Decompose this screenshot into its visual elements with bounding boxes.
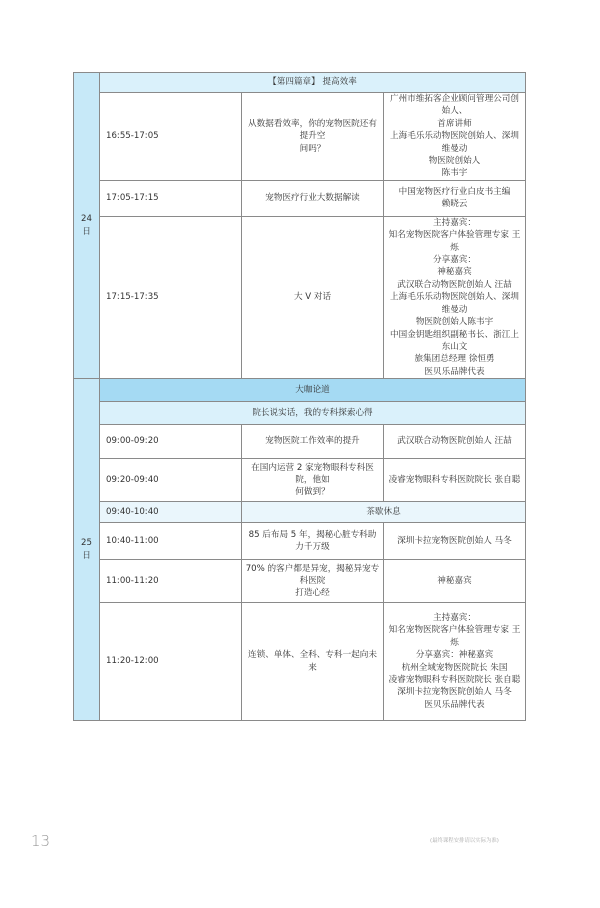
break-time-cell: 09:40-10:40 <box>100 502 242 523</box>
time-cell: 17:15-17:35 <box>100 216 242 378</box>
speaker-cell: 武汉联合动物医院创始人 汪喆 <box>384 425 526 459</box>
speaker-cell: 深圳卡拉宠物医院创始人 马冬 <box>384 523 526 560</box>
time-cell: 16:55-17:05 <box>100 93 242 181</box>
topic-cell: 85 后布局 5 年，揭秘心脏专科助力千万级 <box>242 523 384 560</box>
page-number: 13 <box>31 832 51 850</box>
footnote: (最终课程安排请以实际为准) <box>430 838 499 844</box>
topic-cell: 70% 的客户都是异宠，揭秘异宠专科医院 打造心经 <box>242 560 384 603</box>
section-title: 【第四篇章】 提高效率 <box>100 73 526 93</box>
time-cell: 11:20-12:00 <box>100 603 242 721</box>
topic-cell: 从数据看效率，你的宠物医院还有提升空 间吗？ <box>242 93 384 181</box>
forum-title: 大咖论道 <box>100 379 526 402</box>
day-label: 25 日 <box>81 538 92 561</box>
day-label: 24 日 <box>81 214 92 237</box>
speaker-cell: 广州市维拓客企业顾问管理公司创始人、 首席讲师 上海毛乐乐动物医院创始人、深圳维曼动 物医院创始人 陈韦宇 <box>384 93 526 181</box>
topic-cell: 连锁、单体、全科、专科一起向未来 <box>242 603 384 721</box>
speaker-cell: 神秘嘉宾 <box>384 560 526 603</box>
topic-cell: 大 V 对话 <box>242 216 384 378</box>
topic-cell: 在国内运营 2 家宠物眼科专科医院，他如 何做到？ <box>242 459 384 502</box>
speaker-cell: 主持嘉宾： 知名宠物医院客户体验管理专家 王烁 分享嘉宾： 神秘嘉宾 武汉联合动物医院创始人 汪喆 上海毛乐乐动物医院创始人、深圳维曼动 物医院创始人陈韦宇 中国金钥匙组织副秘书长、浙江上东山文 旅集团总经理 徐恒勇 医贝乐品牌代表 <box>384 216 526 378</box>
speaker-cell: 凌睿宠物眼科专科医院院长 张自聪 <box>384 459 526 502</box>
schedule-table <box>73 72 526 721</box>
speaker-cell: 中国宠物医疗行业白皮书主编 赖晓云 <box>384 180 526 216</box>
time-cell: 11:00-11:20 <box>100 560 242 603</box>
time-cell: 09:20-09:40 <box>100 459 242 502</box>
time-cell: 17:05-17:15 <box>100 180 242 216</box>
topic-cell: 宠物医院工作效率的提升 <box>242 425 384 459</box>
time-cell: 10:40-11:00 <box>100 523 242 560</box>
sub-title: 院长说实话，我的专科探索心得 <box>100 402 526 425</box>
break-label: 茶歇休息 <box>242 502 526 523</box>
time-cell: 09:00-09:20 <box>100 425 242 459</box>
topic-cell: 宠物医疗行业大数据解读 <box>242 180 384 216</box>
day-cell-24 <box>74 73 100 379</box>
speaker-cell: 主持嘉宾： 知名宠物医院客户体验管理专家 王烁 分享嘉宾：神秘嘉宾 杭州全域宠物医院院长 朱国 凌睿宠物眼科专科医院院长 张自聪 深圳卡拉宠物医院创始人 马冬 医贝乐品牌代表 <box>384 603 526 721</box>
day-cell-25 <box>74 379 100 721</box>
